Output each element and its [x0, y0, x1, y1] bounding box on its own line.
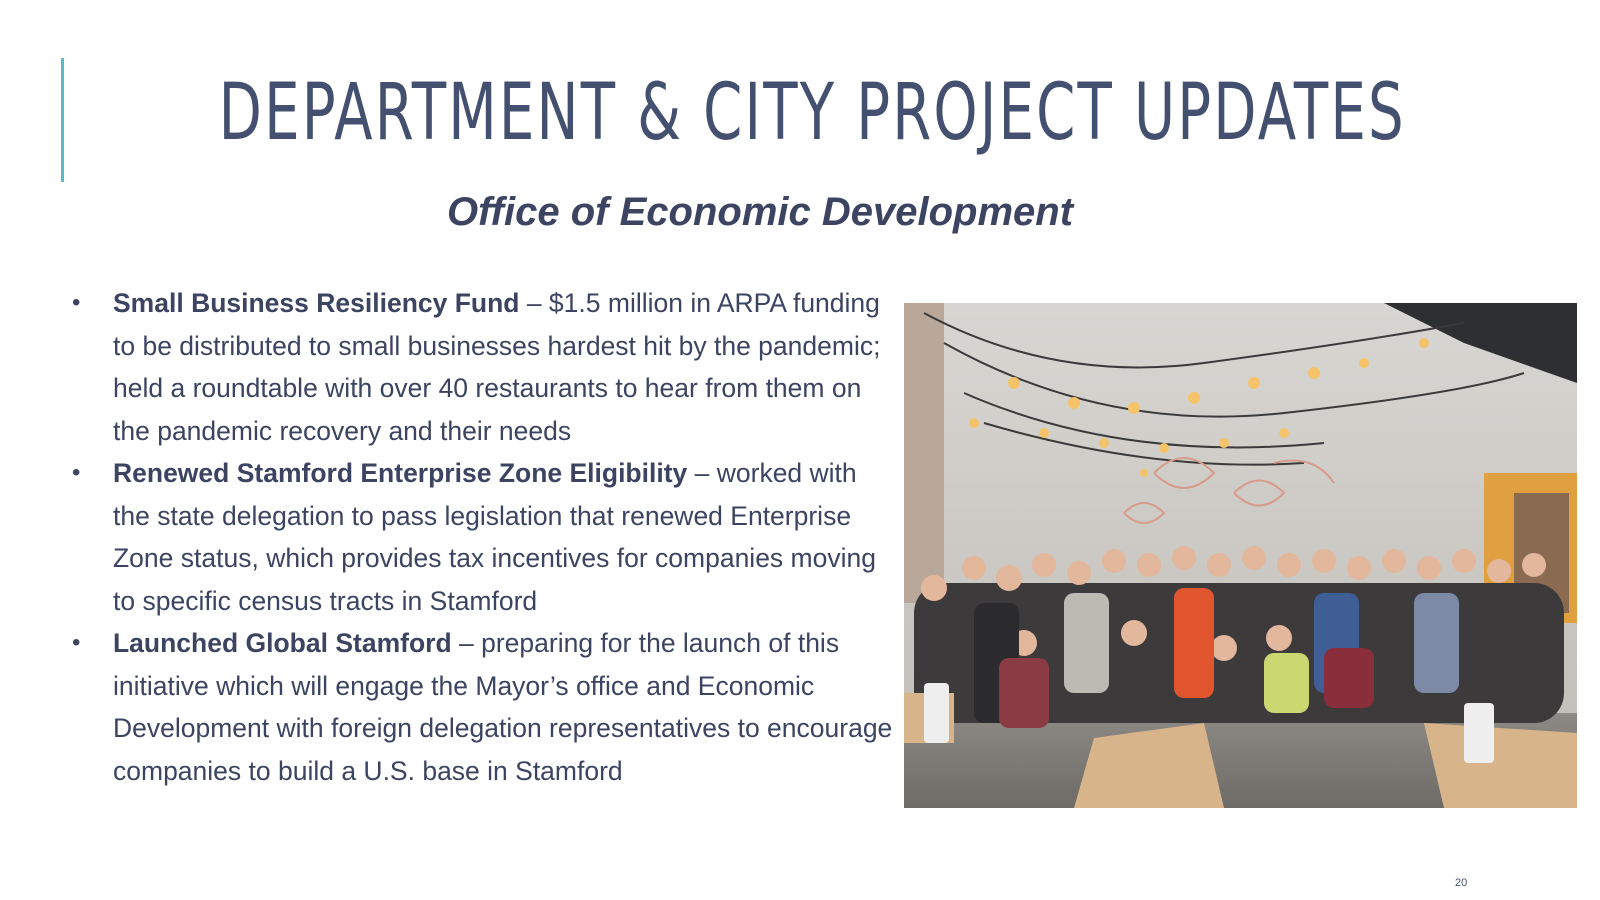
- accent-bar: [61, 58, 64, 182]
- bullet-dot-icon: •: [72, 289, 81, 316]
- bullet-dot-icon: •: [72, 629, 81, 656]
- bullet-text: – $1.5 million in ARPA funding to be distributed to small businesses hardest hit by the pandemic; held a roundtable with over 40 restaurants to hear from them on the pandemic recovery and their needs: [113, 288, 881, 446]
- bullet-list: [70, 282, 900, 792]
- bullet-item: [70, 452, 900, 622]
- bullet-text: – preparing for the launch of this initiative which will engage the Mayor’s office and Economic Development with foreign delegation representatives to encourage companies to build a U.S. base in Stamford: [113, 628, 893, 786]
- slide-subtitle: Office of Economic Development: [446, 190, 1074, 234]
- bullet-heading: Small Business Resiliency Fund: [113, 288, 520, 318]
- bullet-heading: Launched Global Stamford: [113, 628, 452, 658]
- group-photo-illustration: [904, 303, 1577, 808]
- group-photo: [904, 303, 1577, 808]
- slide-title: DEPARTMENT & CITY PROJECT UPDATES: [218, 68, 1406, 158]
- bullet-item: [70, 622, 900, 792]
- page-number: 20: [1455, 877, 1468, 889]
- bullet-dot-icon: •: [72, 459, 81, 486]
- bullet-text: – worked with the state delegation to pass legislation that renewed Enterprise Zone status, which provides tax incentives for companies moving to specific census tracts in Stamford: [113, 458, 876, 616]
- bullet-item: [70, 282, 900, 452]
- bullet-heading: Renewed Stamford Enterprise Zone Eligibility: [113, 458, 688, 488]
